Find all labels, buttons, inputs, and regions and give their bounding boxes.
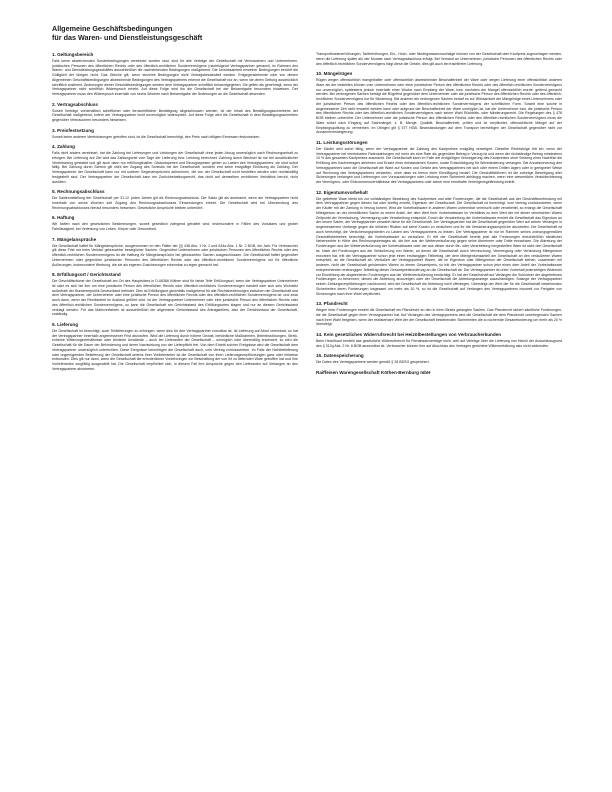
agb-page: [52, 24, 562, 764]
section-text: Die Gesellschaft haftet für Mängelansprüche, ausgenommen im den Fällen der §§ 438 Abs. 1 Nr. 2 und 634a Abs. 1 Nr. 2 BGB, ein Jahr. Für Verbraucher gilt diese Frist nur beim Verkauf gebrauchter beweglicher Sachen. Gegenüber Unternehmen oder juristischen Personen des öffentlichen Rechts oder des öffentlich-rechtlichen Sondervermögens ist die Haftung für Mängelansprüche bei gebrauchten Sachen ausgeschlossen. Die Gesellschaft haftet gegenüber Unternehmen oder gegenüber juristischen Personen des öffentlichen Rechts oder des öffentlich-rechtlichen Sondervermögens nur für öffentliche Äußerungen, insbesondere Werbung, die sie als eigenen Zusicherungen erkennbar zu eigen gemacht hat.: [52, 243, 298, 267]
title-line-1: Allgemeine Geschäftsbedingungen: [52, 24, 173, 33]
section-heading: 8. Erfüllungsort / Gerichtsstand: [52, 272, 121, 278]
section: [52, 322, 298, 372]
section-text: Die Daten des Vertragspartners werden gemäß § 28 BDSG gespeichert.: [316, 360, 430, 365]
section-heading: 10. Mängelrügen: [316, 71, 353, 77]
section: [316, 71, 562, 135]
section: [316, 52, 562, 66]
section-heading: 15. Datenspeicherung: [316, 353, 364, 359]
columns: [52, 52, 562, 772]
section-text: Soweit Verträge vorbehaltlich schriftlicher oder fernschriftlicher Bestätigung abgeschlossen werden, ist der Inhalt des Bestätigungsschreibens der Gesellschaft maßgebend, sofern der Vertragspartner nicht unverzüglich widerspricht. Auf diese Folge wird die Gesellschaft in dem Bestätigungsschreiben gegenüber Verbrauchern besonders hinweisen.: [52, 108, 298, 123]
section: [52, 237, 298, 268]
section: [52, 215, 298, 231]
section-heading: 1. Geltungsbereich: [52, 52, 94, 57]
section-text: Falls keine abweichenden Sonderbedingungen vereinbart worden sind, sind für alle Verträge der Gesellschaft mit Verbrauchern und Unternehmen, juristischen Personen des öffentlichen Rechts oder des öffentlich-rechtlichen Sondervermögens (nachfolgend Vertragspartner genannt) im Rahmen des Waren- und Dienstleistungsgeschäftes ausschließlich die nachstehenden Bedingungen maßgebend. Die Unwirksamkeit einzelner Bedingungen berührt die Gültigkeit der übrigen nicht. Das Gleiche gilt, wenn einzelne Bedingungen nicht Vertragsbestandteil werden. Entgegenstehende oder von diesen Allgemeinen Geschäftsbedingungen abweichende Bedingungen des Vertragspartners erkennt die Gesellschaft nur an, wenn sie deren Geltung ausdrücklich schriftlich zustimmt. Änderungen dieser Geschäftsbedingungen werden dem Vertragspartner schriftlich bekanntgegeben. Sie gelten als genehmigt, wenn der Vertragspartner nicht schriftlich Widerspruch erhebt. Auf diese Folge wird ihn die Gesellschaft bei der Bekanntgabe besonders hinweisen. Der Vertragspartner muss den Widerspruch innerhalb von sechs Wochen nach Bekanntgabe der Änderungen an die Gesellschaft absenden.: [52, 58, 298, 97]
section-text: Wir haften nach den gesetzlichen Bestimmungen, soweit gesetzlich zwingend gehaftet wird, insbesondere in Fällen des Vorsatzes und grober Fahrlässigkeit, bei Verletzung von Leben, Körper oder Gesundheit.: [52, 222, 298, 232]
document-title: [52, 24, 562, 42]
section-text: Die Gesellschaft ist berechtigt, auch Teillieferungen zu erbringen, wenn dies für den Vertragspartner zumutbar ist. Ist Lieferung auf Abruf vereinbart, so hat der Vertragspartner innerhalb angemessener Frist abzurufen. Wird die Lieferung durch höhere Gewalt, behördliche Maßnahmen, Betriebsstörungen, Streik, extreme Witterungsverhältnisse oder ähnliche Umstände – auch bei Lieferanten der Gesellschaft – unmöglich oder übermäßig erschwert, so wird die Gesellschaft für die Dauer der Behinderung und deren Nachwirkung von der Lieferpflicht frei. Von dem Eintritt solcher Ereignisse wird die Gesellschaft dem Vertragspartner unverzüglich unterrichten. Diese Ereignisse berechtigen die Gesellschaft auch, vom Vertrag zurückzutreten. Im Falle der Nichtbelieferung oder ungenügenden Belieferung der Gesellschaft seitens ihrer Vorlieferanten ist die Gesellschaft von ihren Lieferungsverpflichtungen ganz oder teilweise entbunden. Dies gilt nur dann, wenn die Gesellschaft die erforderlichen Vorkehrungen zur Beschaffung der von ihr zu liefernden Ware getroffen hat und ihre Vorlieferanten sorgfältig ausgewählt hat. Die Gesellschaft verpflichtet sich, in diesem Fall ihre Ansprüche gegen den Lieferanten auf Verlangen an den Vertragspartner abzutreten.: [52, 328, 298, 371]
section-heading: 5. Rechnungsabschluss: [52, 189, 105, 195]
section-text: Der Käufer wird sofort fällig, wenn der Vertragspartner die Zahlung des Kaufpreises endgültig verweigert. Dieselbe Rechtsfolge tritt ein, wenn der Vertragspartner bei vereinbarten Ratenzahlungen mit mehr als eine Rate als gegenüber Betrag in Verzug ist und wenn der rückständige Betrag mindestens 10 % des gesamten Kaufpreises ausmacht. Die Gesellschaft kann im Falle der endgültigen Verweigerung des Kaufpreises ohne Setzung einer Nachfrist die Erfüllung des Kaufvertrages ablehnen und Ersatz einer entstandenen Kosten, sowie Entschädigung für Wertminderung verlangen. Bei Annahmeverzug des Vertragspartners kann die Gesellschaft die Ware auf Kosten und Gefahr des Vertragspartners bei sich oder einem Dritten lagern oder in geeigneter Weise auf Rechnung des Vertragspartners verwerten, ohne dass es hierzu einer Einwilligung bedarf. Die Geschäftsführern ist die sofortige Beseitigung aller Sicherungen verlangen und Lieferungen von Vorauszahlungen oder Leistung einer Sicherheit abhängig machen, wenn eine wesentliche Verschlechterung der Vermögens- oder Einkommensverhältnisse des Vertragspartners oder seiner eine ernsthafte Vermögensgefährdung eintritt.: [316, 146, 562, 185]
section-heading: 3. Preisfestsetzung: [52, 127, 94, 133]
section-text: Die gelieferte Ware bleibt bis zur vollständigen Bezahlung des Kaufpreises und aller Forderungen, die die Gesellschaft aus der Geschäftsverbindung mit dem Vertragspartner gegen diesen hat oder künftig erwirbt, Eigentum der Gesellschaft. Die Gesellschaft ist berechtigt, vom Vertrag zurückzutreten, wenn der Käufer mit der Zahlung in Verzug kommt. Wird die Vorbehaltsware in anderen Waren untrennbar vermischt oder verarbeitet, so erlangt die Gesellschaft Miteigentum an der einheitlichen Sache zu einem Anteil, der dem Wert ihrer Vorbehaltsware im Verhältnis zu dem Wert der mit dieser vermischten Waren Zeitpunkt der Vermischung, Vermengung oder Verarbeitung entspricht. Durch die Verarbeitung der Vorbehaltsware erwirbt die Gesellschaft das Eigentum an der neuen Sache, der Vertragspartner verwahrt diese für die Gesellschaft. Der Vertragspartner hat die Gesellschaft gegenüber Wert auf seinen Verlangen in angemessenem Umfange gegen die üblichen Risiken auf seine Kosten zu versichern und ihr die Versicherungsansprüche abzutreten. Die Gesellschaft ist auch berechtigt, die Versicherungsprämien zu Lasten des Vertragspartners zu leisten. Der Vertragspartner ist nur im Rahmen seines ordnungsgemäßen Geschäftsbetriebes berechtigt, die Vorbehaltsware zu veräußern. Er tritt der Gesellschaft bereits jetzt alle Forderungen einschließlich sämtlicher Nebenrechte in Höhe des Rechnungsbetrages ab, die ihm aus der Weiterveräußerung gegen seine Abnehmer oder Dritte erwachsen. Die Abtretung der Forderungen aus der Weiterveräußerung der Vorbehaltsware oder der aus dieser durch Be- oder Verarbeitung hergestellten Ware ist nicht den Gesellschaft ist. Nach der Forderungen aus der Veräußerung von Waren, an denen die Gesellschaft durch Vermischung, Vermengung oder Verbindung Miteigentum erworben hat, tritt der Vertragspartner schon jetzt einen erstrangigen Teilbetrag, der dem Miteigentumsanteil der Gesellschaft an den veräußerten Waren entspricht, an die Gesellschaft ab. Veräußert der Vertragspartner Waren, die im Eigentum oder Miteigentum der Gesellschaft stehen, zusammen mit anderen, nicht der Gesellschaft gehörenden Waren zu einem Gesamtpreis, so tritt der Vertragspartner schon jetzt einen dem Anteil der Vorbehaltsware entsprechenden erstrangigen Teilbetrag dieser Gesamtpreisforderung an die Gesellschaft ab. Der Vertragspartner ist unter Vorbehalt jederzeitigen Widerrufs zur Einziehung der abgetretenen Forderungen aus der Weiterveräußerung ermächtigt. Er hat der Gesellschaft auf Verlangen die Schuldner der abgetretenen Forderungen zu benennen, diesen die Abtretung anzuzeigen oder der Gesellschaft die Abtretungsanzeige auszuhändigen. Solange der Vertragspartner seinen Zahlungsverpflichtungen nachkommt, wird die Gesellschaft die Abtretung nicht offenlegen. Übersteigt der Wert der für die Gesellschaft bestehenden Sicherheiten deren Forderungen insgesamt um mehr als 10 %, so ist die Gesellschaft auf Verlangen des Vertragspartners insoweit zur Freigabe von Sicherungen nach ihrer Wahl verpflichtet.: [316, 196, 562, 296]
section: [52, 128, 298, 140]
section-heading: 14. Kein gesetzliches Widerrufsrecht bei Heizölbestellungen von Verbraucherkunden: [316, 332, 502, 338]
section-heading: 4. Zahlung: [52, 144, 75, 150]
section: [52, 102, 298, 123]
section-text: Rügen wegen offensichtlich mangelhafter oder offensichtlich abweichender Beschaffenheit der Ware oder wegen Lieferung einer offensichtlich anderen Ware als der bestellten können vom Unternehmen oder einer juristischen Person des öffentlichen Rechts oder des öffentlich-rechtlichen Sondervermögens nur unverzüglich, spätestens jedoch innerhalb einer Woche nach Empfang der Ware, bzw. nachdem der Mangel offensichtlich wurde, geltend gemacht werden. Bei verborgenen Sachen beträgt die Rügefrist gegenüber dem Unternehmer oder die juristische Person des öffentlichen Rechts oder des öffentlich-rechtlichen Sondervermögens nur für Minderung. Bei anderen als verborgenen Sachen bedarf es zur Wirksamkeit der Mängelrüge eines Unternehmers oder der juristischen Person des öffentlichen Rechts oder des öffentlich-rechtlichen Sondervermögens der schriftlichen Form. Soweit eine solche in angemessener Zeit nicht erwartet werden kann oder aufgrund der Beschaffenheit der Ware unmöglich ist, hat der Unternehmer bzw. die juristische Person des öffentlichen Rechts oder des öffentlich-rechtlichen Sondervermögens nach seiner Wahl Rücktritts- oder Minderungsrecht. Die Regelungen des § 478 BGB bleiben unberührt. Der Unternehmer oder die juristische Person des öffentlichen Rechts oder des öffentlich-rechtlichen Sondervermögens muss die Ware sofort nach Eingang auf Sachmängel, z. B. Menge, Qualität, Beschaffenheit, prüfen und ist verpflichtet, offensichtliche Mängel auf der Empfangsquittung zu vermerken. Im Übrigen gilt § 377 HGB. Beanstandungen auf dem Transport berechtigen der Gesellschaft gegenüber nicht zur Annahmeverweigerung.: [316, 78, 562, 135]
section: [52, 144, 298, 184]
section: [316, 140, 562, 185]
section: [316, 332, 562, 348]
section: [316, 301, 562, 327]
right-sections: [316, 52, 562, 365]
company-footer: Raiffeisen Warengesellschaft Köthen-Bernburg mbH: [316, 370, 431, 376]
left-column: [52, 52, 298, 772]
right-column: [316, 52, 562, 772]
section-text: Die Geschäftsräume der Gesellschaft am Ort des Hauptsitzes in D-06366 Köthen sind für beide Teile Erfüllungsort, wenn der Vertragspartner Unternehmer ist oder es sich bei ihm um eine juristische Person des öffentlichen Rechts oder öffentlich-rechtliches Sondervermögen handelt oder sich sein Wohnsitz außerhalb der Bundesrepublik Deutschland befindet. Dies ist Erfüllungsort gleichfalls maßgebend für alle Rechtsbeziehungen zwischen der Gesellschaft und dem Vertragspartner, der Unternehmer oder eine juristische Person des öffentlichen Rechts oder des öffentlich-rechtlichen Sondervermögens ist, und zwar auch dann, wenn der Rechtsstreit im Ausland geführt wird. Ist der Vertragspartner Unternehmer oder eine juristische Person des öffentlichen Rechts oder des öffentlich-rechtlichen Sondervermögens, so kann die Gesellschaft am Gerichtsstand des Erfüllungsortes klagen und nur an diesem Gerichtsstand verklagt werden. Für das Mahnverfahren ist ausschließlich der allgemeine Gerichtsstand des Antragstellers, also der Gerichtsstand der Gesellschaft, zuständig.: [52, 279, 298, 317]
section: [52, 52, 298, 97]
section-text: Wegen ihrer Forderungen erwirbt die Gesellschaft ein Pfandrecht an den in ihren Besitz gelangten Sachen. Das Pfandrecht sichert sämtliche Forderungen, die die Gesellschaft gegen ihren Vertragspartner hat. Auf Verlangen des Vertragspartners wird die Gesellschaft die dem Pfandrecht unterliegenden Sachen nach ihrer Wahl freigeben, wenn der realisierbare Wert der der Gesellschaft bestehenden Sicherheiten die zu sichernde Gesamtforderung um mehr als 20 % übersteigt.: [316, 308, 562, 327]
section-text: Transportkostenerhöhungen, Tariferhöhungen, Eis-, Hoch- oder Niedrigwasserzuschläge können von der Gesellschaft dem Kaufpreis zugeschlagen werden, wenn die Lieferung später als vier Monate nach Vertragsabschluss erfolgt. Bei Versand an Unternehmen, juristische Personen des öffentlichen Rechts oder des öffentlich-rechtlichen Sondervermögens trägt diese die Gefahr, dies gilt auch bei frachtfreier Lieferung.: [316, 52, 562, 66]
section-heading: 11. Leistungsstörungen: [316, 140, 368, 146]
section-heading: 6. Haftung: [52, 215, 75, 221]
section-text: Soweit keine anderen Vereinbarungen getroffen sind, ist die Gesellschaft berechtigt, den Preis nach billigem Ermessen festzusetzen.: [52, 134, 261, 139]
section-text: Falls nicht anders vereinbart, hat die Zahlung bei Lieferungen und Leistungen der Gesellschaft ohne jeden Abzug unverzüglich nach Rechnungserhalt zu erfolgen. Bei Lieferung auf Ziel wird das Zahlungsziel vom Tage der Lieferung bzw. Leistung berechnet. Zahlung durch Wechsel ist nur bei ausdrücklicher Vereinbarung gestattet und gilt auch dann nur erfüllungshalber. Diskontspesen und Einzugsspesen gehen zu Lasten des Vertragspartners; sie sind sofort fällig. Bei Zahlung durch Scheck gilt nicht der Zugang des Schecks bei der Gesellschaft, sondern erst seine endgültige Einlösung als Zahlung. Der Vertragspartner der Gesellschaft kann nur mit solchen Gegenansprüchen aufrechnen, die von der Gesellschaft nicht bestritten werden oder rechtskräftig festgestellt sind. Der Vertragspartner der Gesellschaft kann ein Zurückbehaltungsrecht, das nicht auf demselben rechtlichen Verhältnis beruht, nicht ausüben.: [52, 151, 298, 184]
section-heading: 2. Vertragsabschluss: [52, 101, 98, 107]
section-text: Die Saldenmitteilung der Gesellschaft per 31.12. jedes Jahres gilt als Rechnungsabschluss. Der Saldo gilt als anerkannt, wenn der Vertragspartner nicht innerhalb von sechs Wochen seit Zugang des Rechnungsabschlusses Einwendungen erhebt. Die Gesellschaft wird bei Übersendung des Rechnungsabschlusses hierauf besonders hinweisen. Gesetzliche Ansprüche bleiben unberührt.: [52, 196, 298, 210]
section-heading: 9. Lieferung: [52, 322, 79, 328]
section: [316, 353, 562, 365]
section-heading: 7. Mängelansprüche: [52, 236, 97, 242]
section: [52, 189, 298, 210]
section-heading: 13. Pfandrecht: [316, 301, 348, 307]
section-heading: 12. Eigentumsvorbehalt: [316, 189, 368, 195]
section-text: Beim Heizölkauf besteht das gesetzliche Widerrufsrecht für Fernabsatzverträge nicht, weil auf Verträge über die Lieferung von Heizöl der Ausschlussgrund des § 312g Abs. 2 Nr. 8 BGB anwendbar ist. Verbraucher können ihre auf Abschluss des Vertrages gerichtete Willenserklärung also nicht widerrufen.: [316, 338, 562, 348]
title-line-2: für das Waren- und Dienstleistungsgeschäft: [52, 33, 203, 42]
section: [316, 190, 562, 297]
section: [52, 272, 298, 317]
